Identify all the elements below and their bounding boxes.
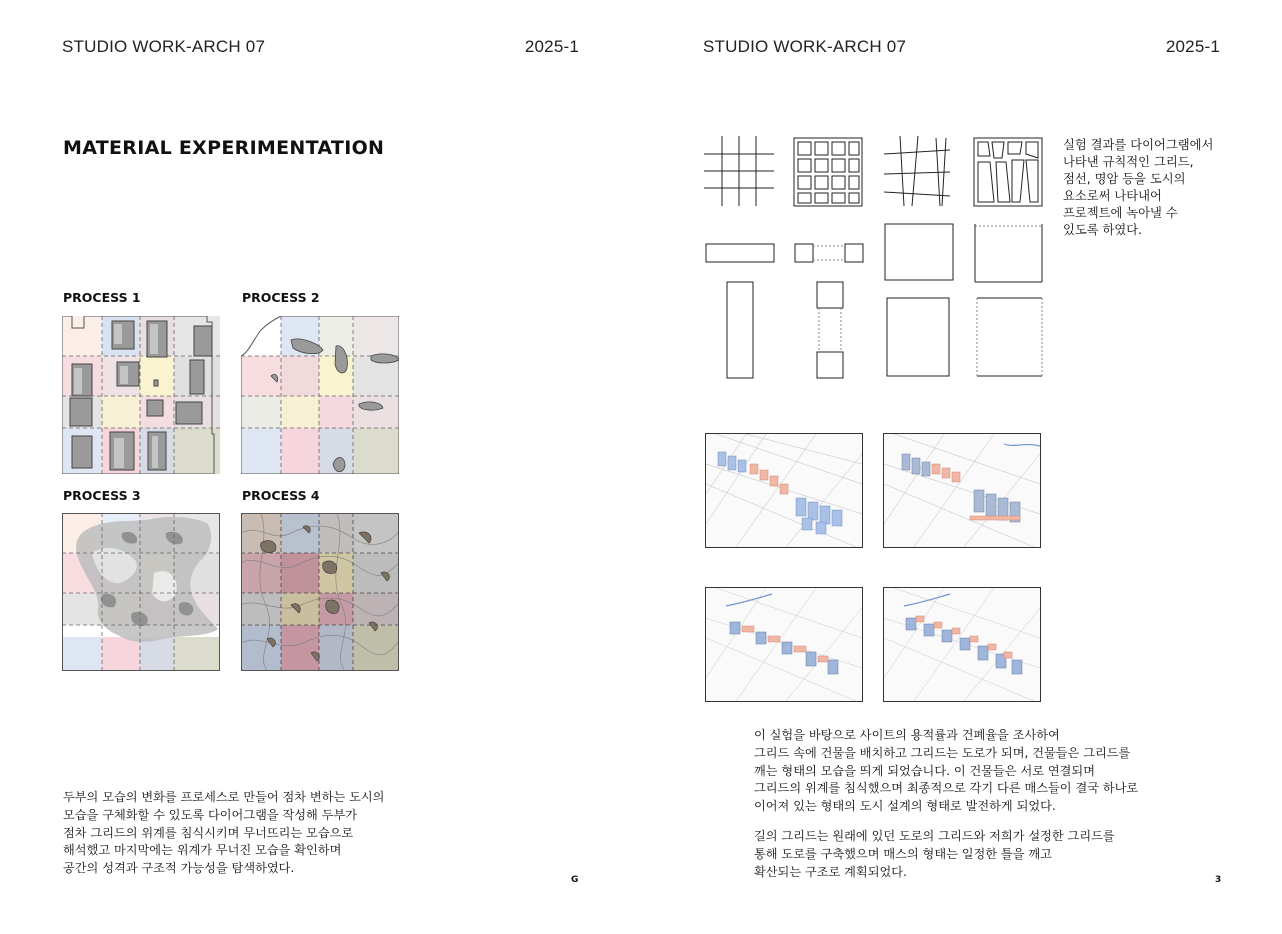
- right-paragraph-line: 이 실험을 바탕으로 사이트의 용적률과 건폐율을 조사하여: [754, 728, 1060, 742]
- right-page: [641, 0, 1282, 934]
- process-1-diagram: [62, 316, 220, 474]
- header-studio: STUDIO WORK-ARCH 07: [703, 37, 907, 56]
- side-note-line: 나타낸 규칙적인 그리드,: [1063, 155, 1194, 169]
- right-paragraph-line: 통해 도로를 구축했으며 매스의 형태는 일정한 틀을 깨고: [754, 846, 1052, 861]
- right-page-number: 3: [1215, 875, 1222, 885]
- side-note-line: 있도록 하였다.: [1063, 223, 1143, 237]
- axonometric-render-4: [883, 587, 1041, 702]
- page-title: MATERIAL EXPERIMENTATION: [63, 137, 385, 159]
- right-paragraph-line: 확산되는 구조로 계획되었다.: [754, 864, 907, 879]
- right-paragraph-line: 그리드의 위계를 침식했으며 최종적으로 각기 다른 매스들이 결국 하나로: [754, 781, 1139, 796]
- left-description-line: 점차 그리드의 위계를 침식시키며 무너뜨리는 모습으로: [63, 825, 354, 840]
- header-year: 2025-1: [524, 37, 579, 56]
- right-paragraph-line: 이어져 있는 형태의 도시 설계의 형태로 발전하게 되었다.: [754, 799, 1056, 814]
- distorted-grid-diagram: [884, 136, 950, 206]
- side-note: [1063, 137, 1213, 239]
- grid-abstraction-diagrams: [704, 136, 1044, 387]
- axonometric-render-1: [705, 433, 863, 548]
- grid-blocks-diagram: [794, 138, 862, 206]
- process-2-diagram: [241, 316, 399, 474]
- process-4-label: PROCESS 4: [242, 488, 320, 503]
- process-2-label: PROCESS 2: [242, 290, 320, 305]
- side-note-line: 프로젝트에 녹아낼 수: [1063, 206, 1178, 220]
- right-paragraph-1: [754, 727, 1138, 816]
- left-description-line: 공간의 성격과 구조적 가능성을 탐색하였다.: [63, 861, 295, 876]
- process-3-label: PROCESS 3: [63, 488, 141, 503]
- left-description-line: 해석했고 마지막에는 위계가 무너진 모습을 확인하며: [63, 843, 342, 858]
- distorted-blocks-diagram: [974, 138, 1042, 206]
- header-year: 2025-1: [1165, 37, 1220, 56]
- left-description-line: 모습을 구체화할 수 있도록 다이어그램을 작성해 두부가: [63, 807, 358, 822]
- left-description: [63, 789, 384, 878]
- right-paragraph-line: 길의 그리드는 원래에 있던 도로의 그리드와 저희가 설정한 그리드를: [754, 829, 1115, 843]
- grid-lines-diagram: [704, 136, 774, 206]
- left-description-line: 두부의 모습의 변화를 프로세스로 만들어 점차 변하는 도시의: [63, 790, 385, 804]
- process-3-diagram: [62, 513, 220, 671]
- right-paragraph-2: [754, 828, 1115, 881]
- side-note-line: 실험 결과를 다이어그램에서: [1063, 138, 1214, 152]
- right-paragraph-line: 깨는 형태의 모습을 띄게 되었습니다. 이 건물들은 서로 연결되며: [754, 763, 1095, 778]
- axonometric-render-3: [705, 587, 863, 702]
- solid-bar-diagram: [706, 244, 774, 262]
- solid-column-diagram: [727, 282, 753, 378]
- process-4-diagram: [241, 513, 399, 671]
- side-note-line: 요소로써 나타내어: [1063, 189, 1162, 203]
- left-page-number: G: [571, 875, 579, 885]
- process-1-label: PROCESS 1: [63, 290, 141, 305]
- right-paragraph-line: 그리드 속에 건물을 배치하고 그리드는 도로가 되며, 건물들은 그리드를: [754, 745, 1131, 760]
- axonometric-render-2: [883, 433, 1041, 548]
- side-note-line: 점선, 명암 등을 도시의: [1063, 172, 1186, 186]
- solid-square-diagram: [885, 224, 953, 280]
- header-studio: STUDIO WORK-ARCH 07: [62, 37, 266, 56]
